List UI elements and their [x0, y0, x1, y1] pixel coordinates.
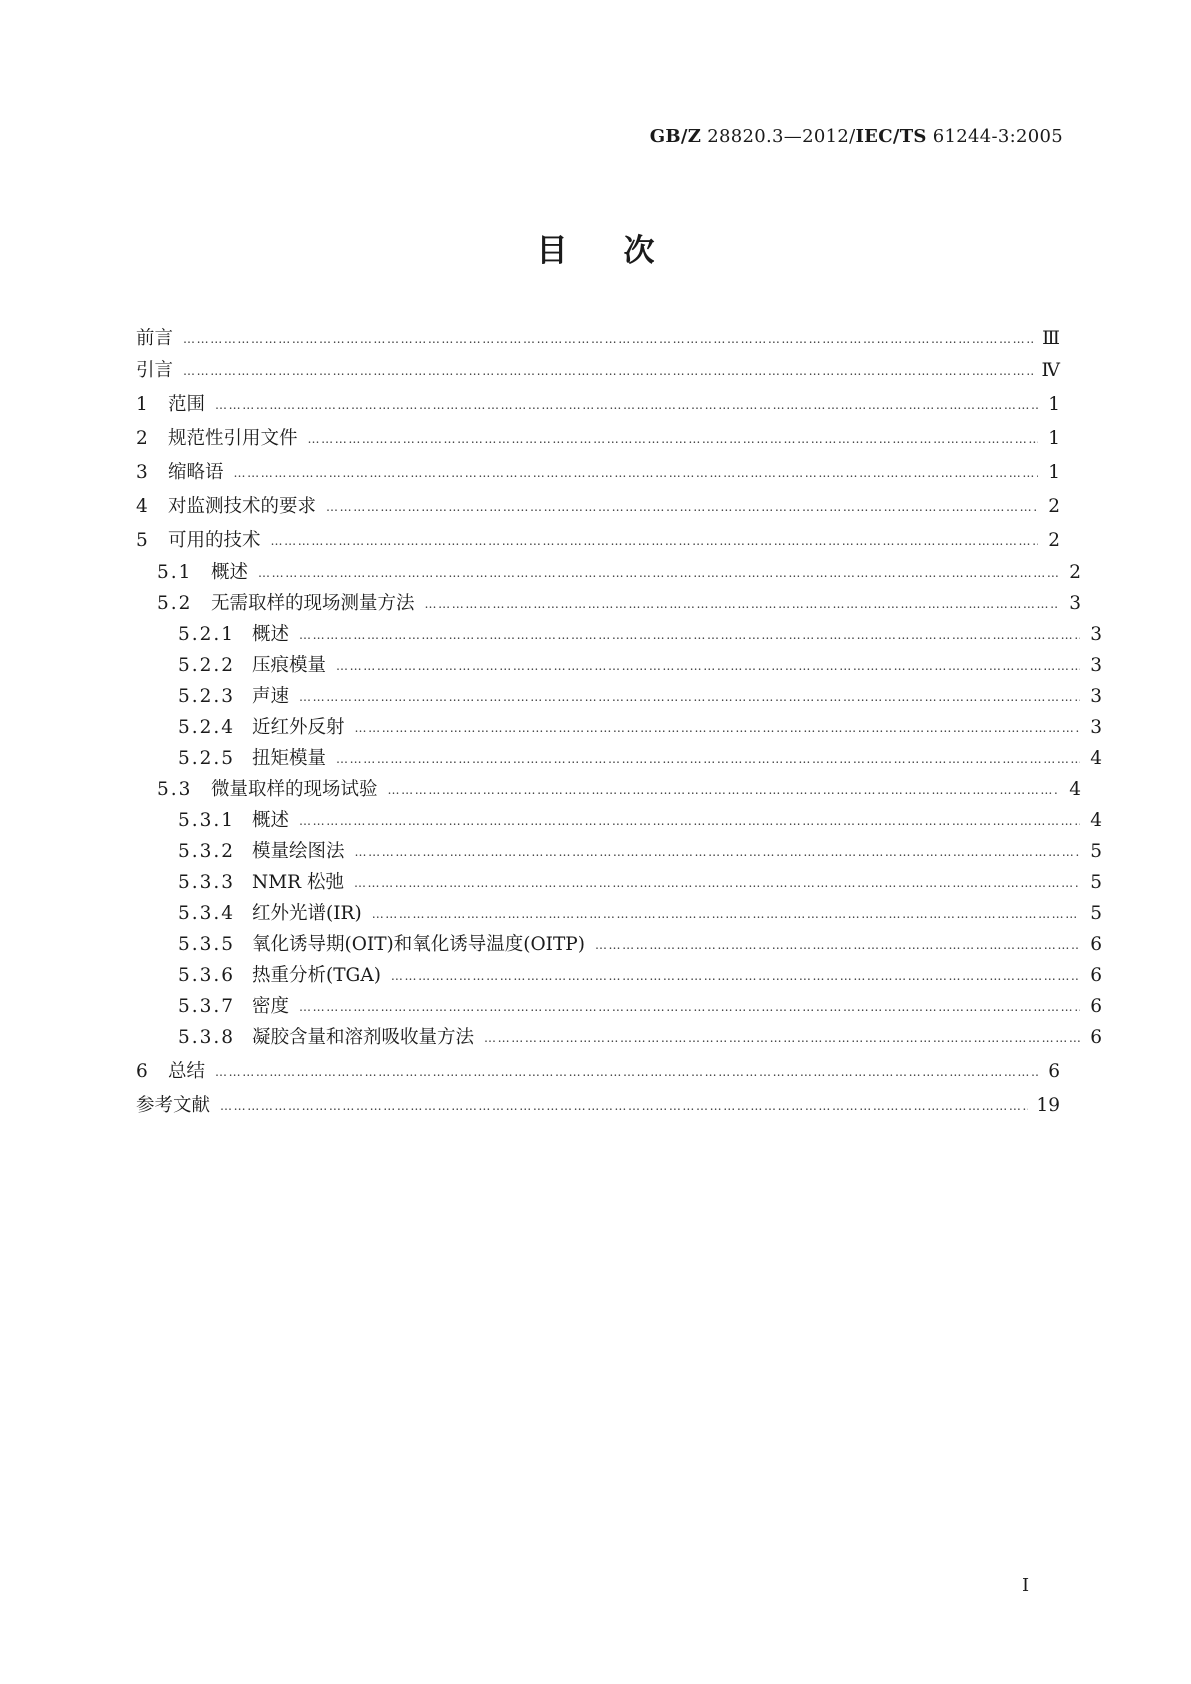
toc-entry-number: 5.2.2 — [178, 655, 236, 676]
toc-entry-label: 概述 — [252, 810, 290, 831]
toc-entry-number: 5.3.4 — [178, 903, 236, 924]
toc-entry[interactable] — [136, 868, 1102, 898]
dot-leader — [220, 1091, 1028, 1121]
toc-entry-label: 微量取样的现场试验 — [211, 779, 378, 800]
toc-entry-page: 4 — [1069, 779, 1081, 800]
dot-leader — [355, 713, 1080, 743]
toc-entry[interactable] — [136, 589, 1081, 619]
toc-entry-page: 5 — [1090, 872, 1102, 893]
toc-entry-number: 5.3.2 — [178, 841, 236, 862]
standard-prefix: GB/Z — [649, 126, 702, 147]
toc-entry[interactable] — [136, 458, 1060, 488]
page-title — [0, 225, 1191, 270]
toc-entry-label: 范围 — [168, 394, 206, 415]
toc-entry[interactable] — [136, 1023, 1102, 1053]
toc-entry-page: Ⅳ — [1041, 360, 1060, 381]
toc-entry[interactable] — [136, 775, 1081, 805]
toc-entry[interactable] — [136, 992, 1102, 1022]
toc-entry-label: 压痕模量 — [252, 655, 327, 676]
toc-entry-page: 6 — [1090, 965, 1102, 986]
toc-entry-number: 5.3.3 — [178, 872, 236, 893]
toc-entry-page: Ⅲ — [1042, 328, 1060, 349]
toc-entry-number: 3 — [136, 462, 150, 483]
toc-entry[interactable] — [136, 526, 1060, 556]
dot-leader — [271, 526, 1038, 556]
toc-entry-page: 2 — [1048, 496, 1060, 517]
toc-entry-number: 5.2 — [157, 593, 193, 614]
toc-entry[interactable] — [136, 424, 1060, 454]
toc-entry[interactable] — [136, 930, 1102, 960]
dot-leader — [299, 992, 1080, 1022]
toc-entry-page: 6 — [1090, 996, 1102, 1017]
toc-entry-page: 3 — [1090, 717, 1102, 738]
toc-entry[interactable] — [136, 492, 1060, 522]
toc-entry-foreword[interactable] — [136, 324, 1060, 354]
toc-entry-label: 对监测技术的要求 — [168, 496, 317, 517]
dot-leader — [234, 458, 1038, 488]
toc-entry-label: 总结 — [168, 1061, 206, 1082]
dot-leader — [299, 806, 1080, 836]
toc-entry-label: 概述 — [252, 624, 290, 645]
toc-entry-label: 热重分析(TGA) — [252, 965, 381, 986]
dot-leader — [388, 775, 1059, 805]
toc-entry-number: 5.3.1 — [178, 810, 236, 831]
dot-leader — [355, 837, 1080, 867]
dot-leader — [354, 868, 1080, 898]
standard-suffix: 61244-3:2005 — [932, 126, 1063, 147]
standard-number-header — [650, 126, 1063, 147]
toc-entry-label: 引言 — [136, 360, 174, 381]
page-title-right: 次 — [623, 233, 655, 269]
dot-leader — [336, 651, 1080, 681]
toc-entry-number: 2 — [136, 428, 150, 449]
dot-leader — [215, 1057, 1038, 1087]
dot-leader — [215, 390, 1038, 420]
dot-leader — [258, 558, 1059, 588]
toc-entry-page: 2 — [1048, 530, 1060, 551]
toc-entry-label: 模量绘图法 — [252, 841, 345, 862]
toc-entry-page: 3 — [1069, 593, 1081, 614]
toc-entry-page: 19 — [1036, 1095, 1060, 1116]
toc-entry-number: 1 — [136, 394, 150, 415]
toc-entry-page: 4 — [1090, 748, 1102, 769]
toc-entry-number: 5.2.4 — [178, 717, 236, 738]
toc-entry-label: 凝胶含量和溶剂吸收量方法 — [252, 1027, 475, 1048]
toc-entry[interactable] — [136, 899, 1102, 929]
toc-entry-number: 5.1 — [157, 562, 193, 583]
toc-entry[interactable] — [136, 961, 1102, 991]
toc-entry-number: 5.3.7 — [178, 996, 236, 1017]
toc-entry-page: 6 — [1090, 1027, 1102, 1048]
toc-entry-label: 参考文献 — [136, 1095, 211, 1116]
toc-entry[interactable] — [136, 744, 1102, 774]
toc-entry-label: 扭矩模量 — [252, 748, 327, 769]
toc-entry[interactable] — [136, 558, 1081, 588]
toc-entry-number: 5.2.3 — [178, 686, 236, 707]
toc-entry-label: NMR 松弛 — [252, 872, 344, 893]
toc-entry-label: 红外光谱(IR) — [252, 903, 362, 924]
toc-entry[interactable] — [136, 620, 1102, 650]
toc-entry-label: 概述 — [211, 562, 249, 583]
toc-entry-label: 声速 — [252, 686, 290, 707]
toc-entry[interactable] — [136, 713, 1102, 743]
dot-leader — [425, 589, 1059, 619]
page-title-left: 目 — [536, 233, 568, 269]
toc-entry-number: 5.2.5 — [178, 748, 236, 769]
toc-entry[interactable] — [136, 806, 1102, 836]
toc-entry-label: 氧化诱导期(OIT)和氧化诱导温度(OITP) — [252, 934, 585, 955]
toc-entry-number: 5.3.5 — [178, 934, 236, 955]
dot-leader — [336, 744, 1080, 774]
toc-entry-bibliography[interactable] — [136, 1091, 1060, 1121]
toc-entry-label: 前言 — [136, 328, 174, 349]
toc-entry-number: 5.3 — [157, 779, 193, 800]
dot-leader — [484, 1023, 1080, 1053]
toc-entry[interactable] — [136, 1057, 1060, 1087]
dot-leader — [326, 492, 1038, 522]
toc-entry-page: 1 — [1048, 394, 1060, 415]
standard-iec: IEC/TS — [855, 126, 927, 147]
toc-entry-label: 近红外反射 — [252, 717, 345, 738]
toc-entry-page: 4 — [1090, 810, 1102, 831]
toc-entry[interactable] — [136, 390, 1060, 420]
toc-entry-number: 5.2.1 — [178, 624, 236, 645]
toc-entry-number: 5 — [136, 530, 150, 551]
dot-leader — [308, 424, 1038, 454]
toc-entry-label: 密度 — [252, 996, 290, 1017]
dot-leader — [299, 620, 1080, 650]
toc-entry-page: 6 — [1048, 1061, 1060, 1082]
dot-leader — [372, 899, 1080, 929]
dot-leader — [183, 356, 1034, 386]
standard-main: 28820.3—2012/ — [707, 126, 856, 147]
toc-entry-number: 4 — [136, 496, 150, 517]
toc-entry-label: 可用的技术 — [168, 530, 261, 551]
toc-entry-number: 5.3.8 — [178, 1027, 236, 1048]
toc-entry-page: 1 — [1048, 428, 1060, 449]
toc-entry[interactable] — [136, 837, 1102, 867]
toc-entry-label: 规范性引用文件 — [168, 428, 298, 449]
dot-leader — [391, 961, 1080, 991]
toc-entry[interactable] — [136, 682, 1102, 712]
page-number: I — [1022, 1575, 1030, 1596]
dot-leader — [183, 324, 1034, 354]
toc-entry-page: 6 — [1090, 934, 1102, 955]
toc-entry-page: 3 — [1090, 686, 1102, 707]
dot-leader — [595, 930, 1080, 960]
toc-entry-page: 1 — [1048, 462, 1060, 483]
toc-entry-page: 3 — [1090, 624, 1102, 645]
toc-entry-page: 2 — [1069, 562, 1081, 583]
toc-entry[interactable] — [136, 651, 1102, 681]
toc-entry-number: 6 — [136, 1061, 150, 1082]
toc-entry-page: 5 — [1090, 903, 1102, 924]
toc-entry-number: 5.3.6 — [178, 965, 236, 986]
toc-entry-page: 5 — [1090, 841, 1102, 862]
toc-entry-label: 无需取样的现场测量方法 — [211, 593, 415, 614]
toc-entry-introduction[interactable] — [136, 356, 1060, 386]
dot-leader — [299, 682, 1080, 712]
toc-entry-label: 缩略语 — [168, 462, 224, 483]
toc-entry-page: 3 — [1090, 655, 1102, 676]
